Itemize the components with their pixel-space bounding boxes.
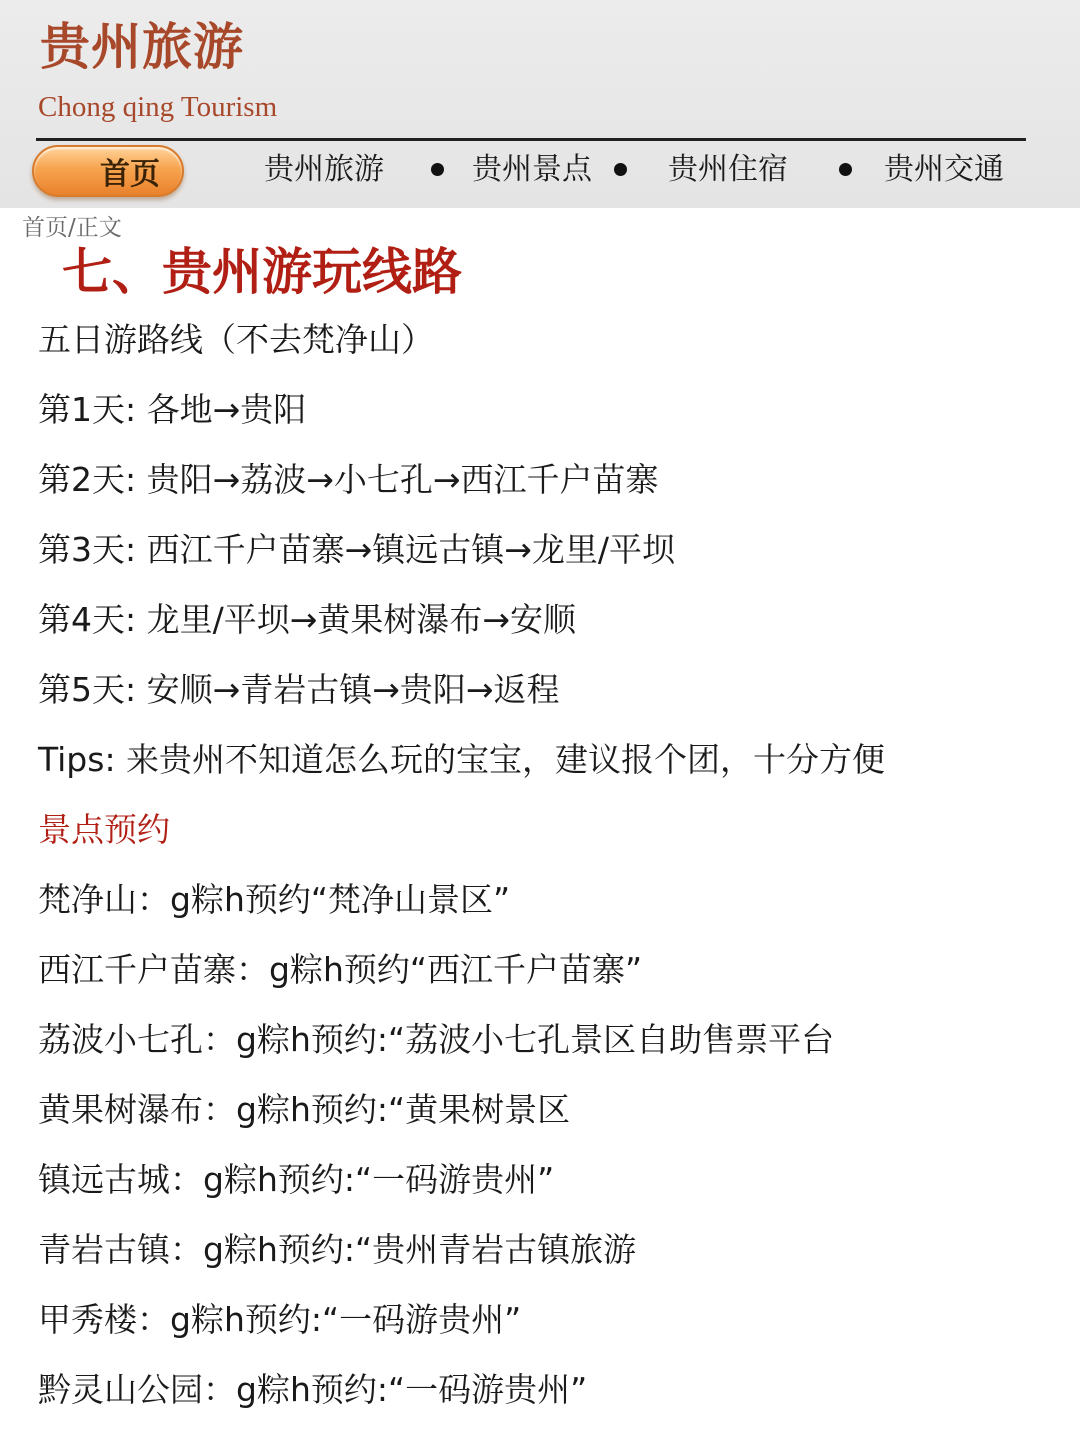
nav-item-guizhou-attractions[interactable]: 贵州景点 xyxy=(472,152,592,187)
booking-item-qianlingshan: 黔灵山公园：g粽h预约:“一码游贵州” xyxy=(38,1370,588,1409)
route-day-1: 第1天: 各地→贵阳 xyxy=(38,390,307,429)
route-day-3: 第3天: 西江千户苗寨→镇远古镇→龙里/平坝 xyxy=(38,530,676,569)
nav-bullet-icon xyxy=(614,163,627,176)
header-divider xyxy=(36,138,1026,141)
route-day-2: 第2天: 贵阳→荔波→小七孔→西江千户苗寨 xyxy=(38,460,659,499)
booking-heading: 景点预约 xyxy=(38,810,170,849)
booking-item-fanjingshan: 梵净山：g粽h预约“梵净山景区” xyxy=(38,880,511,919)
booking-item-libo: 荔波小七孔：g粽h预约:“荔波小七孔景区自助售票平台 xyxy=(38,1020,835,1059)
nav-item-guizhou-lodging[interactable]: 贵州住宿 xyxy=(668,152,788,187)
page-title: 七、贵州游玩线路 xyxy=(62,243,462,301)
site-title: 贵州旅游 xyxy=(40,17,244,76)
breadcrumb[interactable]: 首页/正文 xyxy=(22,215,122,241)
site-subtitle: Chong qing Tourism xyxy=(38,91,278,123)
route-day-5: 第5天: 安顺→青岩古镇→贵阳→返程 xyxy=(38,670,560,709)
route-heading: 五日游路线（不去梵净山） xyxy=(38,320,434,359)
nav-bullet-icon xyxy=(839,163,852,176)
booking-item-zhenyuan: 镇远古城：g粽h预约:“一码游贵州” xyxy=(38,1160,555,1199)
booking-item-jiaxiulou: 甲秀楼：g粽h预约:“一码游贵州” xyxy=(38,1300,522,1339)
home-button[interactable]: 首页 xyxy=(32,145,184,197)
site-header xyxy=(0,0,1080,208)
nav-item-guizhou-transport[interactable]: 贵州交通 xyxy=(884,152,1004,187)
route-day-4: 第4天: 龙里/平坝→黄果树瀑布→安顺 xyxy=(38,600,577,639)
booking-item-qingyan: 青岩古镇：g粽h预约:“贵州青岩古镇旅游 xyxy=(38,1230,637,1269)
nav-item-guizhou-tourism[interactable]: 贵州旅游 xyxy=(264,152,384,187)
booking-item-xijiang: 西江千户苗寨：g粽h预约“西江千户苗寨” xyxy=(38,950,643,989)
booking-item-huangguoshu: 黄果树瀑布：g粽h预约:“黄果树景区 xyxy=(38,1090,571,1129)
nav-bullet-icon xyxy=(431,163,444,176)
route-tips: Tips: 来贵州不知道怎么玩的宝宝，建议报个团，十分方便 xyxy=(38,740,886,779)
